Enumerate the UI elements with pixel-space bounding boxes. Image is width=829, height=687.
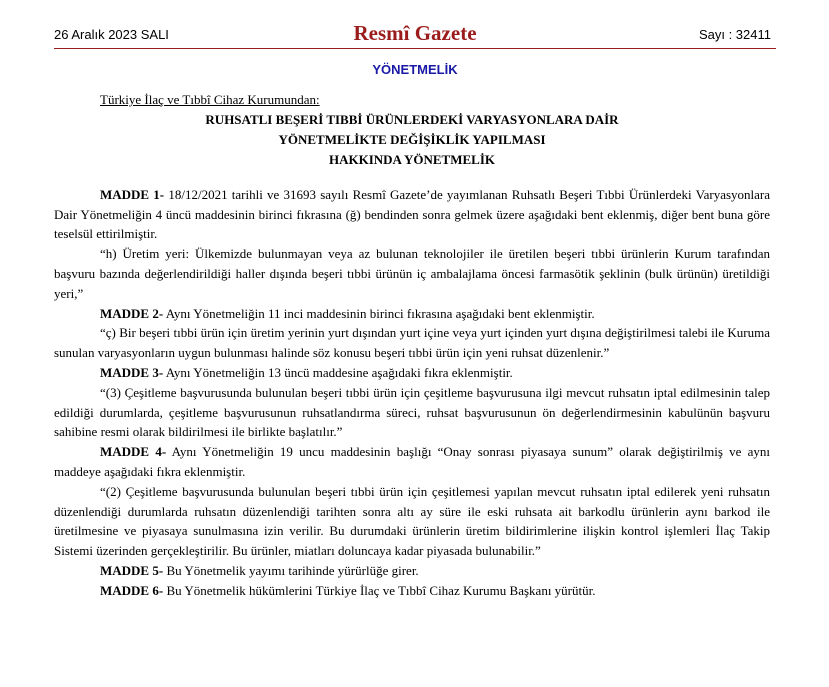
article-text: Bu Yönetmelik hükümlerini Türkiye İlaç ve Tıbbî Cihaz Kurumu Başkanı yürütür. — [163, 582, 596, 598]
article-3-quote: “(3) Çeşitleme başvurusunda bulunulan beşeri tıbbi ürün için çeşitleme başvurusuna ilgi mevcut ruhsatın iptal edilmesinin talep edildiği durumlarda, çeşitleme başvurusunun ruhsatlandırma süreci, ruhsat başvurusunun ön değerlendirmesinin kabulünün başvuru sahibine resmi olarak bildirilmesi ile birlikte başlatılır.” — [54, 384, 770, 440]
article-1 — [54, 185, 770, 244]
gazette-title: Resmî Gazete — [353, 21, 477, 45]
issue-date: 26 Aralık 2023 SALI — [54, 27, 169, 42]
article-text: Aynı Yönetmeliğin 19 uncu maddesinin başlığı “Onay sonrası piyasaya sunum” olarak değiştirilmiş ve aynı maddeye aşağıdaki fıkra eklenmiştir. — [54, 444, 770, 479]
article-text: 18/12/2021 tarihli ve 31693 sayılı Resmî Gazete’de yayımlanan Ruhsatlı Beşeri Tıbbi Ürünlerdeki Varyasyonlara Dair Yönetmeliğin 4 üncü maddesinin birinci fıkrasına (ğ) bendinden sonra gelmek üzere aşağıdaki bent eklenmiş, diğer bent buna göre teselsül ettirilmiştir. — [54, 186, 771, 242]
article-2-quote: “ç) Bir beşeri tıbbi ürün için üretim yerinin yurt dışından yurt içine veya yurt içinden yurt dışına değiştirilmesi talebi ile Kuruma sunulan varyasyonların uygun bulunması halinde söz konusu beşeri tıbbi ürün için yeni ruhsat düzenlenir.” — [54, 325, 770, 361]
regulation-title-line: HAKKINDA YÖNETMELİK — [328, 151, 495, 167]
article-label: MADDE 5- — [100, 562, 164, 578]
article-text: Aynı Yönetmeliğin 11 inci maddesinin birinci fıkrasına aşağıdaki bent eklenmiştir. — [163, 305, 595, 321]
issue-number: Sayı : 32411 — [698, 27, 771, 42]
article-text: Bu Yönetmelik yayımı tarihinde yürürlüğe girer. — [163, 562, 419, 578]
article-label: MADDE 1- — [100, 186, 165, 202]
article-label: MADDE 6- — [100, 582, 164, 598]
article-5 — [54, 561, 770, 581]
article-4-quote: “(2) Çeşitleme başvurusunda bulunulan beşeri tıbbi ürün için çeşitlemesi yapılan mevcut ruhsatın iptal edilerek yeni ruhsatın düzenlendiği durumlarda ruhsatın düzenlendiği tarihten sonra altı ay süre ile eski ruhsata ait barkodlu ürünlerin aynı barkod ile üretilmesine ve piyasaya sunulmasına izin verilir. Bu durumdaki ürünlerin üretim bildirimlerine ilişkin kontrol işlemleri İlaç Takip Sistemi üzerinden gerçekleştirilir. Bu ürünler, miatları doluncaya kadar piyasada bulunabilir.” — [54, 483, 770, 559]
section-heading: YÖNETMELİK — [372, 62, 458, 77]
article-6 — [54, 581, 770, 601]
regulation-body — [54, 90, 770, 601]
header-rule — [54, 48, 776, 49]
regulation-title-line: YÖNETMELİKTE DEĞİŞİKLİK YAPILMASI — [278, 131, 546, 147]
article-label: MADDE 4- — [100, 444, 167, 460]
regulation-title — [54, 110, 770, 170]
article-text: Aynı Yönetmeliğin 13 üncü maddesine aşağıdaki fıkra eklenmiştir. — [163, 364, 513, 380]
article-label: MADDE 2- — [100, 305, 164, 321]
regulation-title-line: RUHSATLI BEŞERİ TIBBİ ÜRÜNLERDEKİ VARYASYONLARA DAİR — [205, 111, 619, 127]
issuing-institution: Türkiye İlaç ve Tıbbî Cihaz Kurumundan: — [100, 92, 320, 107]
article-2 — [54, 304, 770, 324]
spacer — [54, 170, 770, 185]
gazette-header — [54, 20, 776, 48]
article-1-quote: “h) Üretim yeri: Ülkemizde bulunmayan veya az bulunan teknolojiler ile üretilen beşeri tıbbi ürünlerin Kurum tarafından başvuru bazında değerlendirildiği haller dışında beşeri tıbbi ürünün iç ambalajlama öncesi farmasötik şeklinin (bulk ürünün) üretildiği yeri,” — [54, 246, 770, 301]
article-4 — [54, 442, 770, 482]
article-label: MADDE 3- — [100, 364, 164, 380]
article-3 — [54, 363, 770, 383]
